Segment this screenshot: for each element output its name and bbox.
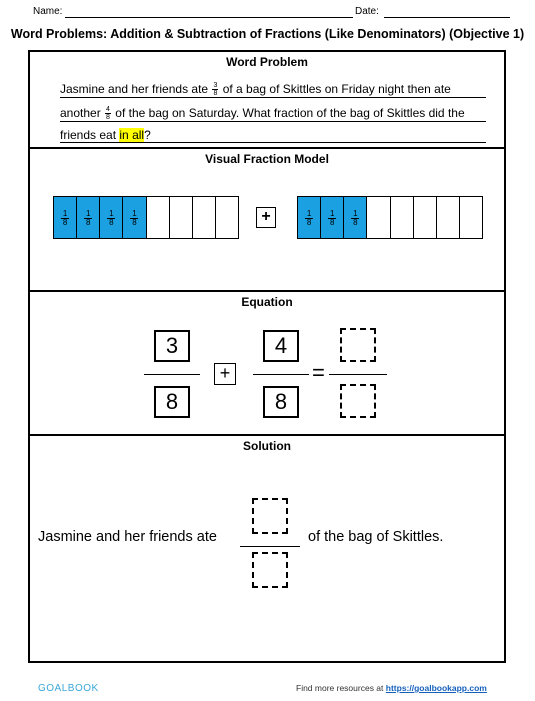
equation-heading: Equation (241, 295, 293, 309)
goalbook-link[interactable]: https://goalbookapp.com (385, 683, 487, 693)
empty-cell (413, 196, 437, 239)
word-problem-section (30, 52, 504, 149)
text-segment: friends eat (60, 128, 117, 142)
cell-fraction-numerator: 1 (353, 209, 358, 218)
answer-numerator-box[interactable] (340, 328, 376, 362)
fraction-denominator: 8 (106, 114, 110, 122)
filled-cell (76, 196, 100, 239)
date-label: Date: (355, 6, 379, 17)
empty-cell (215, 196, 239, 239)
cell-fraction-denominator: 8 (109, 218, 114, 227)
solution-heading: Solution (243, 439, 291, 453)
cell-fraction-label (344, 210, 366, 227)
cell-fraction-numerator: 1 (329, 209, 335, 218)
empty-cell (146, 196, 170, 239)
text-segment: ? (144, 128, 151, 142)
answer-denominator-box[interactable] (340, 384, 376, 418)
equation-section (30, 292, 504, 436)
fraction-bar-2 (297, 196, 482, 239)
word-problem-line-3 (60, 128, 486, 143)
footer-resources (296, 683, 487, 693)
text-segment: another (60, 106, 101, 120)
cell-fraction-label (298, 210, 320, 227)
solution-numerator-box[interactable] (252, 498, 288, 534)
fraction-numerator: 4 (106, 106, 110, 114)
visual-model-section (30, 149, 504, 292)
denominator-box-b: 8 (263, 386, 299, 418)
cell-fraction-numerator: 1 (85, 209, 91, 218)
fraction-bar-line (253, 374, 309, 375)
word-problem-line-2 (60, 106, 486, 122)
worksheet-title: Word Problems: Addition & Subtraction of Fractions (Like Denominators) (Objective 1) (10, 27, 525, 41)
filled-cell (53, 196, 77, 239)
cell-fraction-denominator: 8 (306, 218, 312, 227)
cell-fraction-numerator: 1 (109, 209, 114, 218)
fraction-bar-line (329, 374, 387, 375)
filled-cell (122, 196, 146, 239)
name-label: Name: (33, 6, 63, 17)
cell-fraction-numerator: 1 (306, 209, 312, 218)
cell-fraction-denominator: 8 (132, 218, 137, 227)
word-problem-line-1 (60, 82, 486, 98)
solution-denominator-box[interactable] (252, 552, 288, 588)
text-segment: of a bag of Skittles on Friday night then ate (222, 82, 451, 96)
visual-model-heading: Visual Fraction Model (205, 152, 329, 166)
empty-cell (192, 196, 216, 239)
cell-fraction-denominator: 8 (353, 218, 358, 227)
date-field[interactable] (384, 17, 510, 18)
fraction-bar-line (240, 546, 300, 547)
cell-fraction-label (100, 210, 122, 227)
plus-operator-box: + (256, 207, 276, 228)
plus-operator-box: + (214, 363, 236, 385)
goalbook-logo: GOALBOOK (38, 683, 99, 694)
worksheet-frame (28, 50, 506, 663)
filled-cell (297, 196, 321, 239)
filled-cell (320, 196, 344, 239)
empty-cell (459, 196, 483, 239)
footer-resources-text: Find more resources at (296, 683, 384, 693)
cell-fraction-label (77, 210, 99, 227)
filled-cell (99, 196, 123, 239)
cell-fraction-label (54, 210, 76, 227)
fraction-bar-1 (53, 196, 238, 239)
numerator-box-a: 3 (154, 330, 190, 362)
cell-fraction-label (321, 210, 343, 227)
highlighted-phrase: in all (119, 128, 145, 142)
cell-fraction-numerator: 1 (132, 209, 137, 218)
solution-text-after: of the bag of Skittles. (308, 529, 444, 545)
name-field[interactable] (65, 17, 353, 18)
empty-cell (390, 196, 414, 239)
empty-cell (169, 196, 193, 239)
numerator-box-b: 4 (263, 330, 299, 362)
cell-fraction-denominator: 8 (329, 218, 335, 227)
word-problem-heading: Word Problem (226, 55, 308, 69)
fraction-denominator: 8 (213, 90, 218, 98)
cell-fraction-label (123, 210, 145, 227)
solution-section (30, 436, 504, 661)
fraction-bar-line (144, 374, 200, 375)
cell-fraction-denominator: 8 (85, 218, 91, 227)
text-segment: of the bag on Saturday. What fraction of the bag of Skittles did the (115, 106, 465, 120)
fraction-numerator: 3 (213, 82, 218, 90)
fraction-inline (212, 82, 218, 97)
denominator-box-a: 8 (154, 386, 190, 418)
fraction-inline (105, 106, 111, 121)
equals-sign: = (312, 360, 325, 385)
text-segment: Jasmine and her friends ate (60, 82, 209, 96)
solution-text-before: Jasmine and her friends ate (38, 529, 217, 545)
empty-cell (436, 196, 460, 239)
filled-cell (343, 196, 367, 239)
cell-fraction-numerator: 1 (62, 209, 68, 218)
empty-cell (366, 196, 390, 239)
cell-fraction-denominator: 8 (62, 218, 68, 227)
